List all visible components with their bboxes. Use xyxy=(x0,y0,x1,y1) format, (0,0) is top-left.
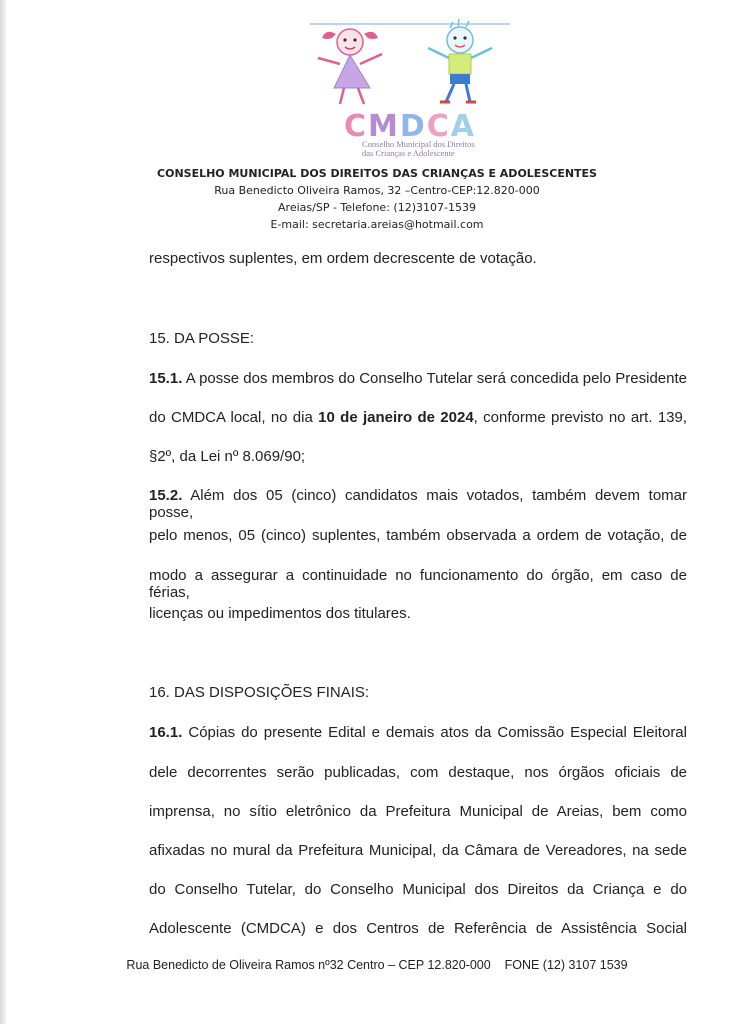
letterhead xyxy=(0,165,754,233)
paragraph-16-1-line3: imprensa, no sítio eletrônico da Prefeitura Municipal de Areias, bem como xyxy=(149,803,687,820)
paragraph-16-1-line6: Adolescente (CMDCA) e dos Centros de Referência de Assistência Social xyxy=(149,920,687,937)
letterhead-city-phone: Areias/SP - Telefone: (12)3107-1539 xyxy=(278,201,476,214)
section-16-heading: 16. DAS DISPOSIÇÕES FINAIS: xyxy=(149,684,370,701)
paragraph-16-1-line5: do Conselho Tutelar, do Conselho Municipal dos Direitos da Criança e do xyxy=(149,881,687,898)
boy-figure xyxy=(428,19,492,102)
posse-date: 10 de janeiro de 2024 xyxy=(318,409,474,426)
intro-line: respectivos suplentes, em ordem decrescente de votação. xyxy=(149,250,537,267)
letterhead-address: Rua Benedicto Oliveira Ramos, 32 –Centro-CEP:12.820-000 xyxy=(214,184,540,197)
paragraph-15-2-line2: pelo menos, 05 (cinco) suplentes, também observada a ordem de votação, de xyxy=(149,527,687,544)
girl-figure xyxy=(318,29,382,104)
page-edge-shadow xyxy=(0,0,6,1024)
letterhead-email: E-mail: secretaria.areias@hotmail.com xyxy=(270,218,484,231)
paragraph-15-1: 15.1. A posse dos membros do Conselho Tutelar será concedida pelo Presidente xyxy=(149,370,687,387)
paragraph-15-2: 15.2. Além dos 05 (cinco) candidatos mais votados, também devem tomar posse, xyxy=(149,487,687,521)
paragraph-16-1-line4: afixadas no mural da Prefeitura Municipal, da Câmara de Vereadores, na sede xyxy=(149,842,687,859)
page-footer: Rua Benedicto de Oliveira Ramos nº32 Centro – CEP 12.820-000 FONE (12) 3107 1539 xyxy=(126,958,628,972)
paragraph-15-2-line3: modo a assegurar a continuidade no funcionamento do órgão, em caso de férias, xyxy=(149,567,687,601)
logo-subtitle: Conselho Municipal dos Direitos das Crianças e Adolescente xyxy=(362,139,475,158)
cmdca-logo xyxy=(300,18,520,158)
paragraph-15-1-line3: §2º, da Lei nº 8.069/90; xyxy=(149,448,306,465)
children-illustration xyxy=(300,18,520,110)
logo-title: CMDCA xyxy=(343,109,477,144)
paragraph-15-1-line2: do CMDCA local, no dia 10 de janeiro de 2024, conforme previsto no art. 139, xyxy=(149,409,688,426)
section-15-heading: 15. DA POSSE: xyxy=(149,330,255,347)
paragraph-16-1: 16.1. Cópias do presente Edital e demais atos da Comissão Especial Eleitoral xyxy=(149,724,687,741)
organization-name: CONSELHO MUNICIPAL DOS DIREITOS DAS CRIANÇAS E ADOLESCENTES xyxy=(157,167,597,180)
paragraph-16-1-line2: dele decorrentes serão publicadas, com destaque, nos órgãos oficiais de xyxy=(149,764,687,781)
paragraph-15-2-line4: licenças ou impedimentos dos titulares. xyxy=(149,605,411,622)
